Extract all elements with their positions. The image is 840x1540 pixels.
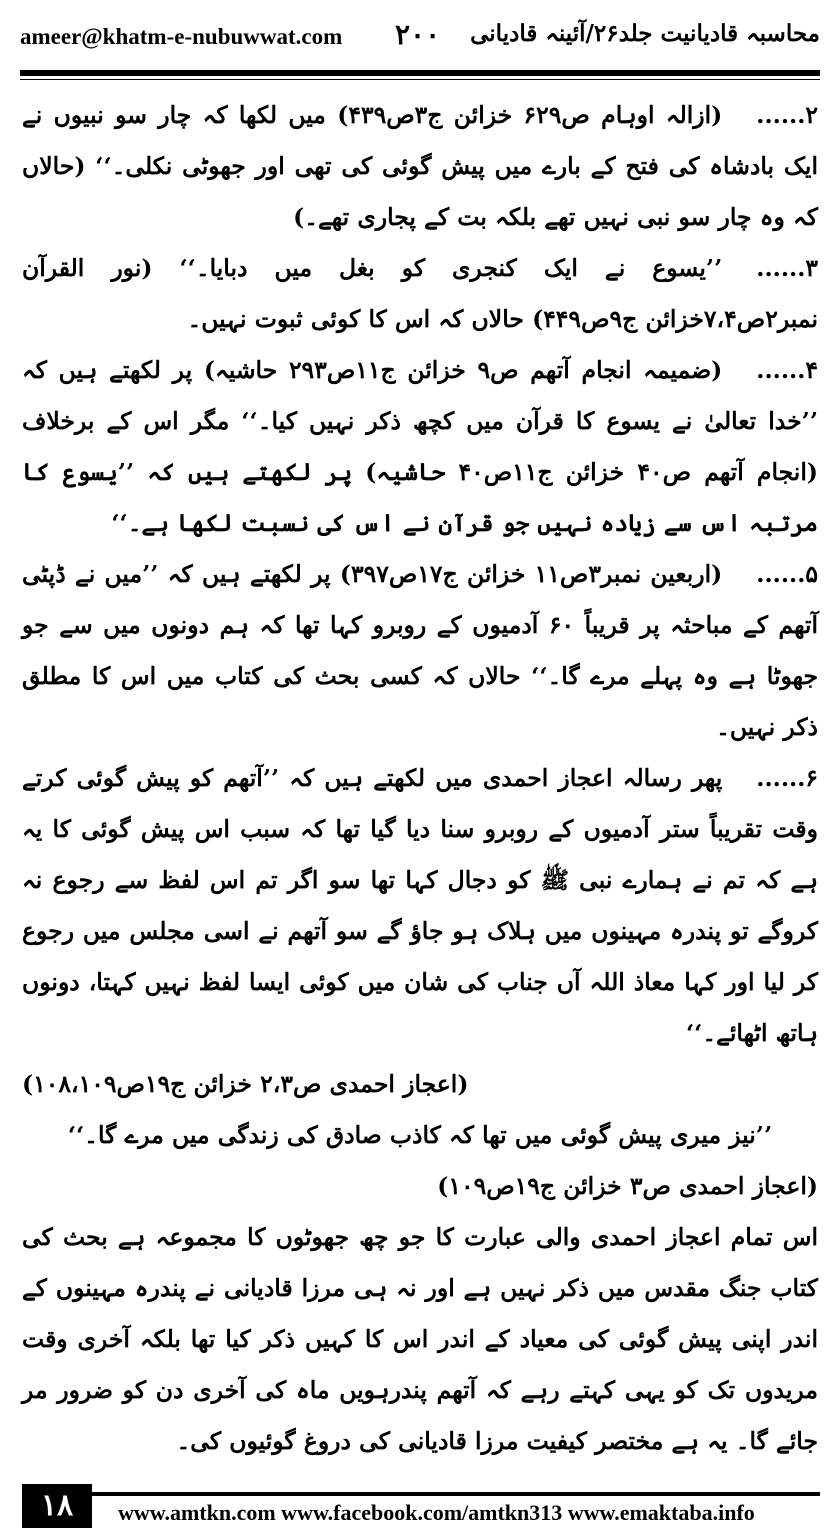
footer-page-number: ۱۸ bbox=[22, 1484, 92, 1528]
header-page-number: ۲۰۰ bbox=[395, 18, 441, 51]
citation-text: (اعجاز احمدی ص۳ خزائن ج۱۹ص۱۰۹) bbox=[437, 1172, 818, 1200]
item-2 bbox=[22, 90, 818, 243]
citation bbox=[22, 1059, 818, 1110]
item-3 bbox=[22, 243, 818, 345]
page-header bbox=[20, 14, 820, 64]
quote-text: ’’نیز میری پیش گوئی میں تھا کہ کاذب صادق کی زندگی میں مرے گا۔‘‘ bbox=[67, 1121, 773, 1149]
item-text: (ضمیمہ انجام آتھم ص۹ خزائن ج۱۱ص۲۹۳ حاشیہ) پر لکھتے ہیں کہ ’’خدا تعالیٰ نے یسوع کا قرآن میں کچھ ذکر نہیں کیا۔‘‘ مگر اس کے برخلاف (انجام آتھم ص۴۰ خزائن ج۱۱ص۴۰ حاشیہ) پر لکھتے ہیں کہ ’’یسوع کا مرتبہ اس سے زیادہ نہیں جو قرآن نے اس کی نسبت لکھا ہے۔‘‘ bbox=[22, 356, 818, 537]
item-number: ۲...... bbox=[756, 101, 819, 129]
item-text: (ازالہ اوہام ص۶۲۹ خزائن ج۳ص۴۳۹) میں لکھا کہ چار سو نبیوں نے ایک بادشاہ کی فتح کے بارے میں پیش گوئی کی تھی اور جھوٹی نکلی۔‘‘ (حالاں کہ وہ چار سو نبی نہیں تھے بلکہ بت کے پجاری تھے۔) bbox=[22, 101, 818, 231]
header-rule-thick bbox=[20, 70, 820, 76]
item-number: ۵...... bbox=[756, 560, 818, 588]
item-number: ۳...... bbox=[756, 254, 818, 282]
item-text: پھر رسالہ اعجاز احمدی میں لکھتے ہیں کہ ’’آتھم کو پیش گوئی کرتے وقت تقریباً ستر آدمیوں کے روبرو سنا دیا گیا تھا کہ سبب اس پیش گوئی کا یہ ہے کہ تم نے ہمارے نبی ﷺ کو دجال کہا تھا سو اگر تم اس لفظ سے رجوع نہ کروگے تو پندرہ مہینوں میں ہلاک ہو جاؤ گے سو آتھم نے اسی مجلس میں رجوع کر لیا اور کہا معاذ اللہ آں جناب کی شان میں کوئی ایسا لفظ نہیں کہتا، دونوں ہاتھ اٹھائے۔‘‘ bbox=[22, 764, 818, 1047]
header-book-title: محاسبہ قادیانیت جلد۲۶/آئینہ قادیانی bbox=[470, 20, 820, 47]
item-4 bbox=[22, 345, 818, 549]
item-text: ’’یسوع نے ایک کنجری کو بغل میں دبایا۔‘‘ (نور القرآن نمبر۲ص۷،۴خزائن ج۹ص۴۴۹) حالاں کہ اس کا کوئی ثبوت نہیں۔ bbox=[22, 254, 818, 333]
quote bbox=[22, 1110, 818, 1161]
header-rule-thin bbox=[20, 79, 820, 80]
header-email: ameer@khatm-e-nubuwwat.com bbox=[20, 24, 343, 49]
item-number: ۶...... bbox=[756, 764, 818, 792]
item-text: (اربعین نمبر۳ص۱۱ خزائن ج۱۷ص۳۹۷) پر لکھتے ہیں کہ ’’میں نے ڈپٹی آتھم کے مباحثہ پر قریباً ۶۰ آدمیوں کے روبرو کہا تھا کہ ہم دونوں میں سے جو جھوٹا ہے وہ پہلے مرے گا۔‘‘ حالاں کہ کسی بحث کی کتاب میں اس کا مطلق ذکر نہیں۔ bbox=[22, 560, 818, 741]
closing-paragraph bbox=[22, 1212, 818, 1467]
item-number: ۴...... bbox=[756, 356, 819, 384]
item-5 bbox=[22, 549, 818, 753]
closing-text: اس تمام اعجاز احمدی والی عبارت کا جو چھ جھوٹوں کا مجموعہ ہے بحث کی کتاب جنگ مقدس میں ذکر نہیں ہے اور نہ ہی مرزا قادیانی نے پندرہ مہینوں کے اندر اپنی پیش گوئی کی معیاد کے اندر اس کا کہیں ذکر کیا تھا بلکہ آخری وقت مریدوں تک کو یہی کہتے رہے کہ آتھم پندرہویں ماہ کی آخری دن کو ضرور مر جائے گا۔ یہ ہے مختصر کیفیت مرزا قادیانی کی دروغ گوئیوں کی۔ bbox=[22, 1223, 818, 1455]
citation bbox=[22, 1161, 818, 1212]
citation-text: (اعجاز احمدی ص۲،۳ خزائن ج۱۹ص۱۰۸،۱۰۹) bbox=[22, 1070, 469, 1098]
page-content bbox=[22, 90, 818, 1467]
footer-links: www.amtkn.com www.facebook.com/amtkn313 www.emaktaba.info bbox=[118, 1500, 755, 1525]
item-6 bbox=[22, 753, 818, 1059]
footer-rule bbox=[92, 1492, 820, 1496]
